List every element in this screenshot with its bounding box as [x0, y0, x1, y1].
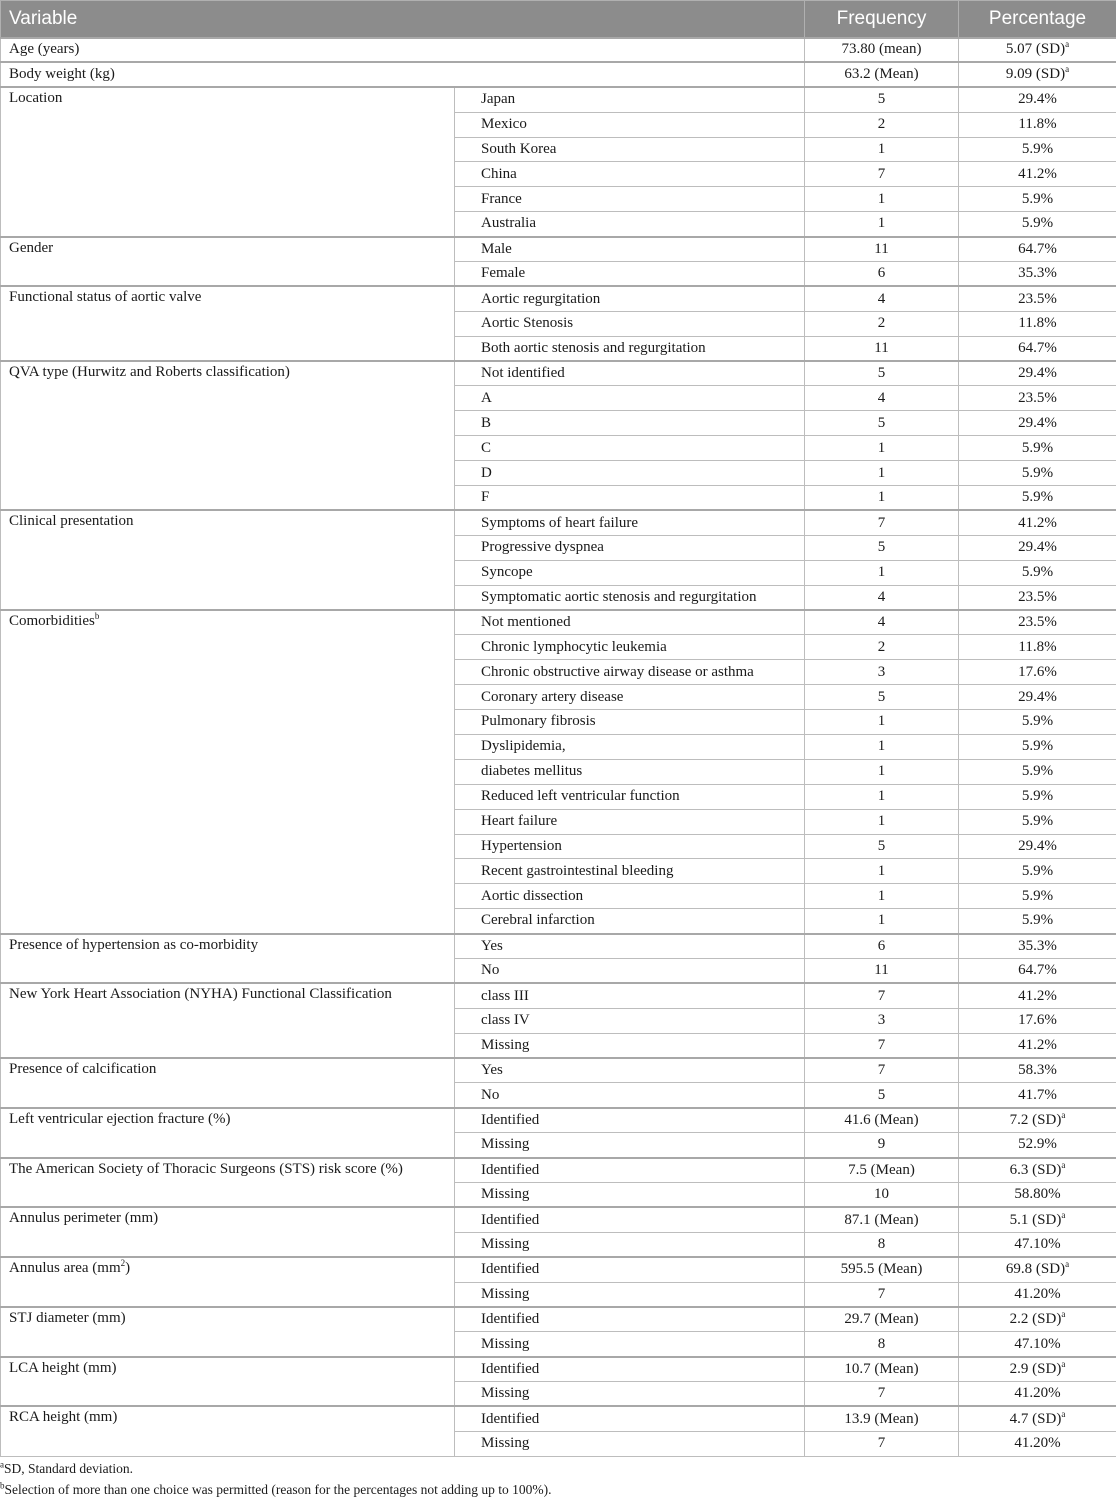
percentage-cell: 47.10% — [959, 1232, 1116, 1257]
table-row — [1, 361, 1116, 386]
percentage-cell: 2.9 (SD)$^a$ — [959, 1357, 1116, 1382]
percentage-cell: 5.07 (SD)$^a$ — [959, 38, 1116, 63]
percentage-cell: 5.9% — [959, 909, 1116, 934]
percentage-cell: 11.8% — [959, 112, 1116, 137]
frequency-cell: 5 — [805, 87, 959, 112]
variable-label: Presence of hypertension as co-morbidity — [1, 934, 455, 984]
frequency-cell: 1 — [805, 759, 959, 784]
frequency-cell: 5 — [805, 834, 959, 859]
frequency-cell: 5 — [805, 1083, 959, 1108]
frequency-cell: 10 — [805, 1182, 959, 1207]
footnote-marker: a — [1061, 1358, 1066, 1369]
frequency-cell: 1 — [805, 734, 959, 759]
frequency-cell: 6 — [805, 934, 959, 959]
category-cell: No — [455, 958, 805, 983]
category-cell: class IV — [455, 1008, 805, 1033]
variable-label: Location — [1, 87, 455, 236]
percentage-cell: 41.20% — [959, 1382, 1116, 1407]
category-cell: D — [455, 461, 805, 486]
category-cell: France — [455, 187, 805, 212]
table-row — [1, 934, 1116, 959]
category-cell: C — [455, 436, 805, 461]
variable-label: QVA type (Hurwitz and Roberts classification) — [1, 361, 455, 510]
percentage-cell: 17.6% — [959, 660, 1116, 685]
percentage-cell: 5.9% — [959, 859, 1116, 884]
category-cell: Aortic Stenosis — [455, 311, 805, 336]
category-cell: Aortic regurgitation — [455, 286, 805, 311]
percentage-cell: 11.8% — [959, 311, 1116, 336]
category-cell: Australia — [455, 212, 805, 237]
frequency-cell: 87.1 (Mean) — [805, 1207, 959, 1232]
category-cell: Chronic lymphocytic leukemia — [455, 635, 805, 660]
frequency-cell: 7 — [805, 1431, 959, 1456]
variable-label: Clinical presentation — [1, 510, 455, 610]
percentage-cell: 5.1 (SD)$^a$ — [959, 1207, 1116, 1232]
category-cell: Female — [455, 262, 805, 287]
variable-label: Body weight (kg) — [1, 62, 805, 87]
category-cell: Identified — [455, 1307, 805, 1332]
category-cell: Dyslipidemia, — [455, 734, 805, 759]
percentage-cell: 5.9% — [959, 734, 1116, 759]
frequency-cell: 5 — [805, 535, 959, 560]
category-cell: Symptoms of heart failure — [455, 510, 805, 535]
percentage-cell: 29.4% — [959, 87, 1116, 112]
category-cell: Reduced left ventricular function — [455, 784, 805, 809]
category-cell: Missing — [455, 1232, 805, 1257]
category-cell: Male — [455, 237, 805, 262]
category-cell: Syncope — [455, 560, 805, 585]
frequency-cell: 13.9 (Mean) — [805, 1406, 959, 1431]
category-cell: Missing — [455, 1332, 805, 1357]
variable-label: STJ diameter (mm) — [1, 1307, 455, 1357]
percentage-cell: 41.2% — [959, 162, 1116, 187]
percentage-cell: 41.2% — [959, 1033, 1116, 1058]
frequency-cell: 4 — [805, 585, 959, 610]
percentage-cell: 23.5% — [959, 610, 1116, 635]
category-cell: Identified — [455, 1406, 805, 1431]
variable-label: Gender — [1, 237, 455, 287]
table-row — [1, 62, 1116, 87]
category-cell: Identified — [455, 1158, 805, 1183]
variable-label: Presence of calcification — [1, 1058, 455, 1108]
frequency-cell: 1 — [805, 461, 959, 486]
variable-label: Age (years) — [1, 38, 805, 63]
frequency-cell: 595.5 (Mean) — [805, 1257, 959, 1282]
frequency-cell: 10.7 (Mean) — [805, 1357, 959, 1382]
category-cell: Yes — [455, 934, 805, 959]
category-cell: Mexico — [455, 112, 805, 137]
table-row — [1, 510, 1116, 535]
frequency-cell: 29.7 (Mean) — [805, 1307, 959, 1332]
footnote-marker: a — [1065, 1259, 1070, 1270]
category-cell: Japan — [455, 87, 805, 112]
variable-label: RCA height (mm) — [1, 1406, 455, 1456]
variable-label: The American Society of Thoracic Surgeons (STS) risk score (%) — [1, 1158, 455, 1208]
percentage-cell: 5.9% — [959, 809, 1116, 834]
category-cell: class III — [455, 983, 805, 1008]
frequency-cell: 1 — [805, 212, 959, 237]
percentage-cell: 64.7% — [959, 958, 1116, 983]
frequency-cell: 5 — [805, 411, 959, 436]
frequency-cell: 2 — [805, 112, 959, 137]
frequency-cell: 1 — [805, 187, 959, 212]
table-row — [1, 1257, 1116, 1282]
category-cell: Missing — [455, 1133, 805, 1158]
percentage-cell: 23.5% — [959, 286, 1116, 311]
category-cell: Missing — [455, 1182, 805, 1207]
table-row — [1, 1207, 1116, 1232]
table-row — [1, 1406, 1116, 1431]
percentage-cell: 7.2 (SD)$^a$ — [959, 1108, 1116, 1133]
category-cell: Missing — [455, 1431, 805, 1456]
category-cell: Progressive dyspnea — [455, 535, 805, 560]
frequency-cell: 1 — [805, 859, 959, 884]
percentage-cell: 64.7% — [959, 237, 1116, 262]
header-frequency: Frequency — [805, 1, 959, 38]
table-footnotes — [0, 1458, 1116, 1500]
footnote: $^b$Selection of more than one choice was permitted (reason for the percentages not adding up to 100%). — [0, 1480, 552, 1497]
percentage-cell: 29.4% — [959, 834, 1116, 859]
frequency-cell: 7 — [805, 1058, 959, 1083]
category-cell: Pulmonary fibrosis — [455, 710, 805, 735]
category-cell: South Korea — [455, 137, 805, 162]
category-cell: Missing — [455, 1382, 805, 1407]
frequency-cell: 7 — [805, 1033, 959, 1058]
percentage-cell: 41.2% — [959, 510, 1116, 535]
frequency-cell: 2 — [805, 635, 959, 660]
variable-label: New York Heart Association (NYHA) Functional Classification — [1, 983, 455, 1058]
category-cell: No — [455, 1083, 805, 1108]
frequency-cell: 7 — [805, 1282, 959, 1307]
percentage-cell: 29.4% — [959, 535, 1116, 560]
frequency-cell: 5 — [805, 685, 959, 710]
table-row — [1, 983, 1116, 1008]
frequency-cell: 1 — [805, 560, 959, 585]
category-cell: Missing — [455, 1033, 805, 1058]
frequency-cell: 11 — [805, 336, 959, 361]
table-row — [1, 286, 1116, 311]
percentage-cell: 52.9% — [959, 1133, 1116, 1158]
category-cell: Identified — [455, 1257, 805, 1282]
table-row — [1, 237, 1116, 262]
variable-label-superscript: b — [94, 610, 100, 621]
category-cell: Not identified — [455, 361, 805, 386]
category-cell: Coronary artery disease — [455, 685, 805, 710]
header-percentage: Percentage — [959, 1, 1116, 38]
table-row — [1, 38, 1116, 63]
percentage-cell: 41.20% — [959, 1431, 1116, 1456]
percentage-cell: 41.20% — [959, 1282, 1116, 1307]
frequency-cell: 7.5 (Mean) — [805, 1158, 959, 1183]
percentage-cell: 5.9% — [959, 759, 1116, 784]
category-cell: F — [455, 486, 805, 511]
category-cell: Symptomatic aortic stenosis and regurgitation — [455, 585, 805, 610]
frequency-cell: 7 — [805, 983, 959, 1008]
category-cell: Yes — [455, 1058, 805, 1083]
category-cell: Missing — [455, 1282, 805, 1307]
footnote: $^a$SD, Standard deviation. — [0, 1459, 133, 1476]
percentage-cell: 2.2 (SD)$^a$ — [959, 1307, 1116, 1332]
frequency-cell: 3 — [805, 1008, 959, 1033]
category-cell: Aortic dissection — [455, 884, 805, 909]
percentage-cell: 5.9% — [959, 436, 1116, 461]
variable-label: Left ventricular ejection fracture (%) — [1, 1108, 455, 1158]
category-cell: Identified — [455, 1207, 805, 1232]
percentage-cell: 41.2% — [959, 983, 1116, 1008]
footnote-marker: a — [1061, 1309, 1066, 1320]
category-cell: Recent gastrointestinal bleeding — [455, 859, 805, 884]
footnote-marker: a — [1061, 1209, 1066, 1220]
frequency-cell: 73.80 (mean) — [805, 38, 959, 63]
table-row — [1, 1158, 1116, 1183]
percentage-cell: 5.9% — [959, 884, 1116, 909]
category-cell: Identified — [455, 1357, 805, 1382]
percentage-cell: 11.8% — [959, 635, 1116, 660]
variable-label: Annulus perimeter (mm) — [1, 1207, 455, 1257]
frequency-cell: 1 — [805, 486, 959, 511]
percentage-cell: 17.6% — [959, 1008, 1116, 1033]
frequency-cell: 5 — [805, 361, 959, 386]
category-cell: A — [455, 386, 805, 411]
frequency-cell: 1 — [805, 809, 959, 834]
frequency-cell: 41.6 (Mean) — [805, 1108, 959, 1133]
category-cell: Hypertension — [455, 834, 805, 859]
footnote-marker: a — [1061, 1109, 1066, 1120]
footnote-marker: b — [0, 1480, 5, 1491]
percentage-cell: 29.4% — [959, 685, 1116, 710]
footnote-marker: a — [1065, 39, 1070, 50]
category-cell: B — [455, 411, 805, 436]
table-row — [1, 1058, 1116, 1083]
frequency-cell: 8 — [805, 1332, 959, 1357]
category-cell: China — [455, 162, 805, 187]
frequency-cell: 1 — [805, 710, 959, 735]
frequency-cell: 2 — [805, 311, 959, 336]
category-cell: Cerebral infarction — [455, 909, 805, 934]
category-cell: Not mentioned — [455, 610, 805, 635]
frequency-cell: 63.2 (Mean) — [805, 62, 959, 87]
table-body — [1, 38, 1116, 1457]
frequency-cell: 1 — [805, 436, 959, 461]
variable-label: LCA height (mm) — [1, 1357, 455, 1407]
percentage-cell: 5.9% — [959, 784, 1116, 809]
frequency-cell: 8 — [805, 1232, 959, 1257]
percentage-cell: 58.3% — [959, 1058, 1116, 1083]
frequency-cell: 11 — [805, 958, 959, 983]
frequency-cell: 1 — [805, 137, 959, 162]
footnote-marker: a — [1061, 1408, 1066, 1419]
frequency-cell: 4 — [805, 286, 959, 311]
category-cell: Identified — [455, 1108, 805, 1133]
category-cell: Chronic obstructive airway disease or asthma — [455, 660, 805, 685]
percentage-cell: 9.09 (SD)$^a$ — [959, 62, 1116, 87]
percentage-cell: 47.10% — [959, 1332, 1116, 1357]
percentage-cell: 29.4% — [959, 411, 1116, 436]
footnote-marker: a — [1061, 1159, 1066, 1170]
percentage-cell: 35.3% — [959, 262, 1116, 287]
category-cell: diabetes mellitus — [455, 759, 805, 784]
footnote-marker: a — [0, 1459, 4, 1470]
table-header-row — [1, 1, 1116, 38]
frequency-cell: 1 — [805, 784, 959, 809]
frequency-cell: 7 — [805, 1382, 959, 1407]
percentage-cell: 69.8 (SD)$^a$ — [959, 1257, 1116, 1282]
percentage-cell: 5.9% — [959, 187, 1116, 212]
frequency-cell: 1 — [805, 909, 959, 934]
header-variable: Variable — [1, 1, 805, 38]
frequency-cell: 7 — [805, 162, 959, 187]
category-cell: Heart failure — [455, 809, 805, 834]
frequency-cell: 1 — [805, 884, 959, 909]
percentage-cell: 6.3 (SD)$^a$ — [959, 1158, 1116, 1183]
variable-label: Comorbidities$^b$ — [1, 610, 455, 934]
frequency-cell: 4 — [805, 610, 959, 635]
percentage-cell: 23.5% — [959, 585, 1116, 610]
variable-label: Annulus area $(mm^2)$ — [1, 1257, 455, 1307]
table-row — [1, 1108, 1116, 1133]
percentage-cell: 41.7% — [959, 1083, 1116, 1108]
frequency-cell: 3 — [805, 660, 959, 685]
percentage-cell: 64.7% — [959, 336, 1116, 361]
percentage-cell: 5.9% — [959, 710, 1116, 735]
frequency-cell: 11 — [805, 237, 959, 262]
percentage-cell: 5.9% — [959, 560, 1116, 585]
percentage-cell: 5.9% — [959, 461, 1116, 486]
table-row — [1, 1357, 1116, 1382]
frequency-cell: 7 — [805, 510, 959, 535]
footnote-marker: a — [1065, 64, 1070, 75]
variable-label-superscript: 2 — [120, 1258, 126, 1269]
percentage-cell: 5.9% — [959, 137, 1116, 162]
category-cell: Both aortic stenosis and regurgitation — [455, 336, 805, 361]
frequency-cell: 9 — [805, 1133, 959, 1158]
percentage-cell: 5.9% — [959, 212, 1116, 237]
percentage-cell: 23.5% — [959, 386, 1116, 411]
table-row — [1, 87, 1116, 112]
percentage-cell: 35.3% — [959, 934, 1116, 959]
table-row — [1, 1307, 1116, 1332]
percentage-cell: 5.9% — [959, 486, 1116, 511]
percentage-cell: 4.7 (SD)$^a$ — [959, 1406, 1116, 1431]
frequency-cell: 4 — [805, 386, 959, 411]
variable-label: Functional status of aortic valve — [1, 286, 455, 361]
table-row — [1, 610, 1116, 635]
frequency-cell: 6 — [805, 262, 959, 287]
percentage-cell: 29.4% — [959, 361, 1116, 386]
percentage-cell: 58.80% — [959, 1182, 1116, 1207]
